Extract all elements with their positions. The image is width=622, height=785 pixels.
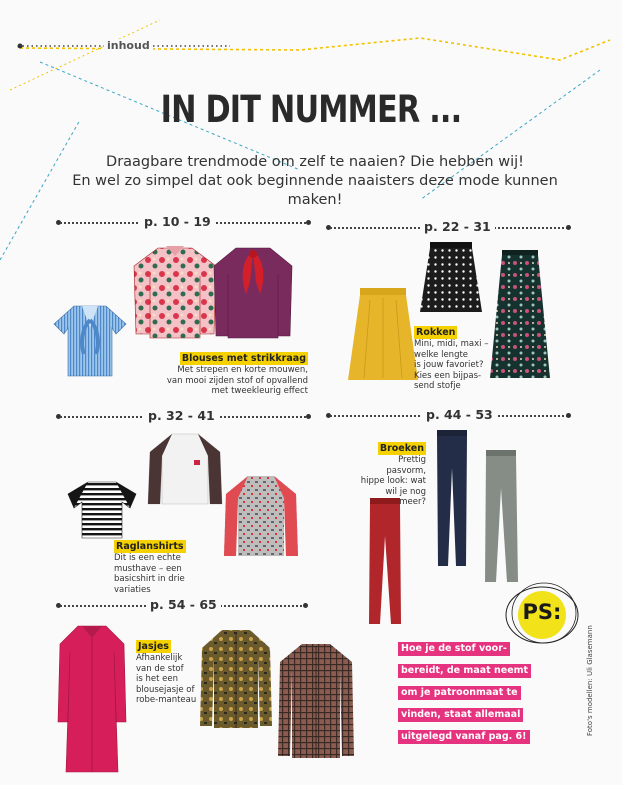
rokken-caption	[414, 320, 494, 392]
rokken-desc-3: is jouw favoriet?	[414, 360, 484, 370]
dot-marker	[566, 413, 571, 418]
intro-line-1: Draagbare trendmode om zelf te naaien? Die hebben wij!	[106, 154, 524, 170]
yellow-skirt-image	[346, 286, 420, 382]
blouses-desc-2: van mooi zijden stof of opvallend	[166, 375, 308, 386]
raglanshirts-desc-2: musthave – een	[114, 563, 182, 574]
jasjes-desc-2: van de stof	[136, 663, 184, 674]
page-range-jasjes: p. 54 - 65	[146, 597, 221, 612]
rokken-desc-5: send stofje	[414, 381, 461, 391]
jasjes-desc-4: blousejasje of	[136, 684, 195, 695]
jasjes-desc-3: is het een	[136, 674, 178, 684]
dotted-skirt-image	[418, 240, 484, 314]
ps-note	[398, 636, 566, 746]
jasjes-caption	[136, 634, 206, 706]
striped-tshirt-image	[66, 478, 138, 540]
dot-marker	[566, 225, 571, 230]
blouses-desc-1: Met strepen en korte mouwen,	[177, 365, 308, 375]
jasjes-desc-1: Afhankelijk	[136, 653, 183, 663]
olive-jacket-image	[198, 626, 274, 730]
blouses-caption	[158, 346, 308, 397]
dot-marker	[303, 603, 308, 608]
floral-blouse-image	[130, 242, 220, 340]
raglanshirts-desc-1: Dit is een echte	[114, 553, 181, 563]
ps-line-1: Hoe je de stof voor-	[398, 642, 510, 656]
page-range-rokken: p. 22 - 31	[420, 219, 495, 234]
grey-trousers-image	[480, 448, 522, 584]
intro-line-2: En wel zo simpel dat ook beginnende naaisters deze mode kunnen maken!	[72, 173, 558, 208]
photo-credit: Foto's modellen: Uli Glasemann	[586, 625, 594, 736]
broeken-desc-2: hippe look: wat	[360, 476, 426, 486]
rokken-desc-4: Kies een bijpas-	[414, 370, 482, 381]
section-tag: inhoud	[104, 39, 153, 52]
check-jacket-image	[276, 640, 356, 760]
page-title: IN DIT NUMMER ...	[160, 88, 462, 131]
raglanshirts-desc-3: basicshirt in drie	[114, 574, 185, 584]
broeken-title: Broeken	[379, 443, 424, 454]
raglanshirts-caption	[114, 534, 214, 595]
white-raglan-shirt-image	[146, 430, 224, 506]
purple-bow-blouse-image	[212, 242, 294, 340]
dot-marker	[306, 414, 311, 419]
broeken-caption	[356, 436, 426, 508]
page-range-broeken: p. 44 - 53	[422, 407, 497, 422]
rokken-desc-2: welke lengte	[414, 349, 469, 360]
broeken-desc-3: wil je nog meer?	[385, 486, 426, 507]
page-range-raglanshirts: p. 32 - 41	[144, 408, 219, 423]
raglanshirts-title: Raglanshirts	[116, 541, 184, 552]
striped-blouse-image	[52, 298, 128, 378]
ps-line-3: om je patroonmaat te	[398, 686, 521, 700]
printed-raglan-shirt-image	[222, 472, 300, 558]
ps-line-5: uitgelegd vanaf pag. 6!	[398, 730, 530, 744]
blouses-desc-3: met tweekleurig effect	[211, 386, 308, 396]
rokken-desc-1: Mini, midi, maxi –	[414, 339, 489, 349]
dot-marker	[306, 220, 311, 225]
broeken-desc-1: Prettig pasvorm,	[386, 455, 426, 476]
red-trousers-image	[364, 496, 406, 626]
ps-line-2: bereidt, de maat neemt	[398, 664, 531, 678]
navy-trousers-image	[432, 428, 472, 568]
ps-badge: PS:	[522, 600, 562, 624]
pink-shirtdress-image	[56, 622, 128, 774]
ps-line-4: vinden, staat allemaal	[398, 708, 523, 722]
blouses-title: Blouses met strikkraag	[181, 353, 306, 364]
page-range-blouses: p. 10 - 19	[140, 214, 215, 229]
jasjes-title: Jasjes	[138, 641, 169, 652]
rokken-title: Rokken	[416, 327, 456, 338]
raglanshirts-desc-4: variaties	[114, 584, 151, 595]
intro-text	[60, 153, 570, 210]
floral-maxi-skirt-image	[488, 248, 552, 380]
jasjes-desc-5: robe-manteau	[136, 695, 197, 705]
